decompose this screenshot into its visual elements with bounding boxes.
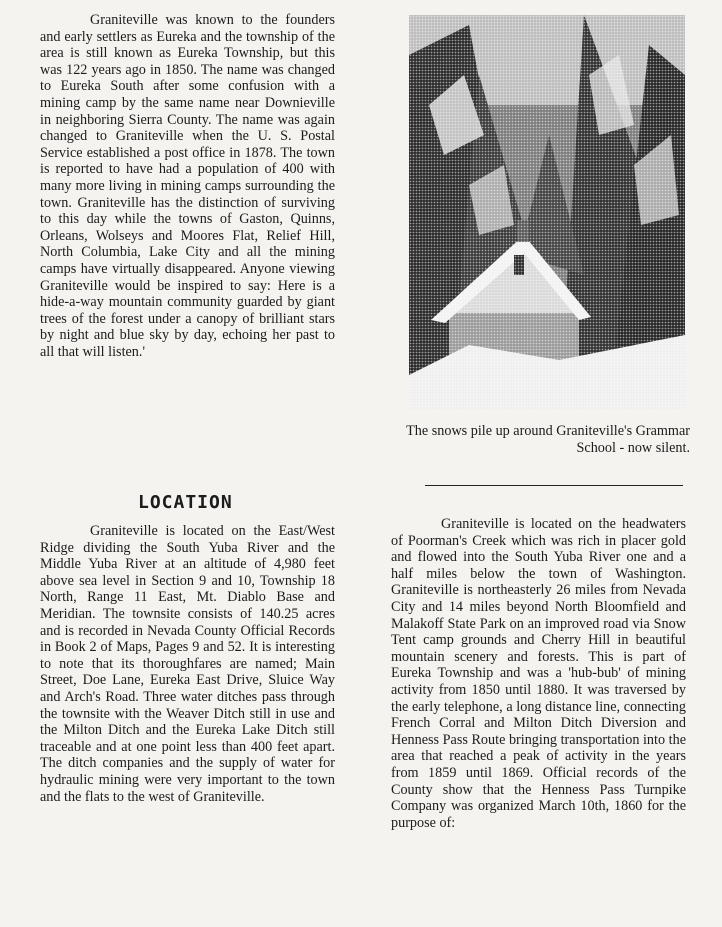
location-column <box>40 523 335 805</box>
location-paragraph: Graniteville is located on the East/West Ridge dividing the South Yuba River and the Middle Yuba River at an altitude of 4,980 feet above sea level in Section 9 and 10, Township 18 North, Range 11 East, Mt. Diablo Base and Meridian. The townsite consists of 140.25 acres and is recorded in Nevada County Official Records in Book 2 of Maps, Pages 9 and 52. It is interesting to note that its thoroughfares are named; Main Street, Doe Lane, Eureka East Drive, Sluice Way and Arch's Road. Three water ditches pass through the townsite with the Weaver Ditch still in use and the Milton Ditch and the Eureka Lake Ditch still traceable and at one point less than 400 feet apart. The ditch companies and the supply of water for hydraulic mining were very important to the town and the flats to the west of Graniteville. <box>40 523 335 805</box>
headwaters-paragraph: Graniteville is located on the headwaters of Poorman's Creek which was rich in placer gold and flowed into the South Yuba River one and a half miles below the town of Washington. Graniteville is northeasterly 26 miles from Nevada City and 14 miles beyond North Bloomfield and Malakoff State Park on an improved road via Snow Tent camp grounds and Cherry Hill in beautiful mountain scenery and forests. This is part of Eureka Township and was a 'hub-bub' of mining activity from 1850 until 1880. It was traversed by the early telephone, a long distance line, connecting French Corral and Milton Ditch Diversion and Henness Pass Route bringing transportation into the area that reached a peak of activity in the years from 1859 until 1869. Official records of the County show that the Henness Pass Turnpike Company was organized March 10th, 1860 for the purpose of: <box>391 516 686 831</box>
schoolhouse-photo <box>409 15 685 409</box>
photo-caption: The snows pile up around Graniteville's Grammar School - now silent. <box>406 423 690 456</box>
divider <box>425 485 683 486</box>
location-heading: LOCATION <box>138 492 233 513</box>
intro-paragraph: Graniteville was known to the founders and early settlers as Eureka and the township of the area is still known as Eureka Township, but this was 122 years ago in 1850. The name was changed to Eureka South after some confusion with a mining camp by the same name near Downieville in neighboring Sierra County. The name was again changed to Graniteville when the U. S. Postal Service established a post office in 1878. The town is reported to have had a population of 400 with many more living in mining camps surrounding the town. Graniteville has the distinction of surviving to this day while the towns of Gaston, Quinns, Orleans, Wolseys and Moores Flat, Relief Hill, North Columbia, Lake City and all the mining camps have virtually disappeared. Anyone viewing Graniteville would be inspired to say: Here is a hide-a-way mountain community guarded by giant trees of the forest under a canopy of brilliant stars by night and blue sky by day, echoing her past to all that will listen.' <box>40 12 335 360</box>
headwaters-column <box>391 516 686 831</box>
intro-column <box>40 12 335 360</box>
